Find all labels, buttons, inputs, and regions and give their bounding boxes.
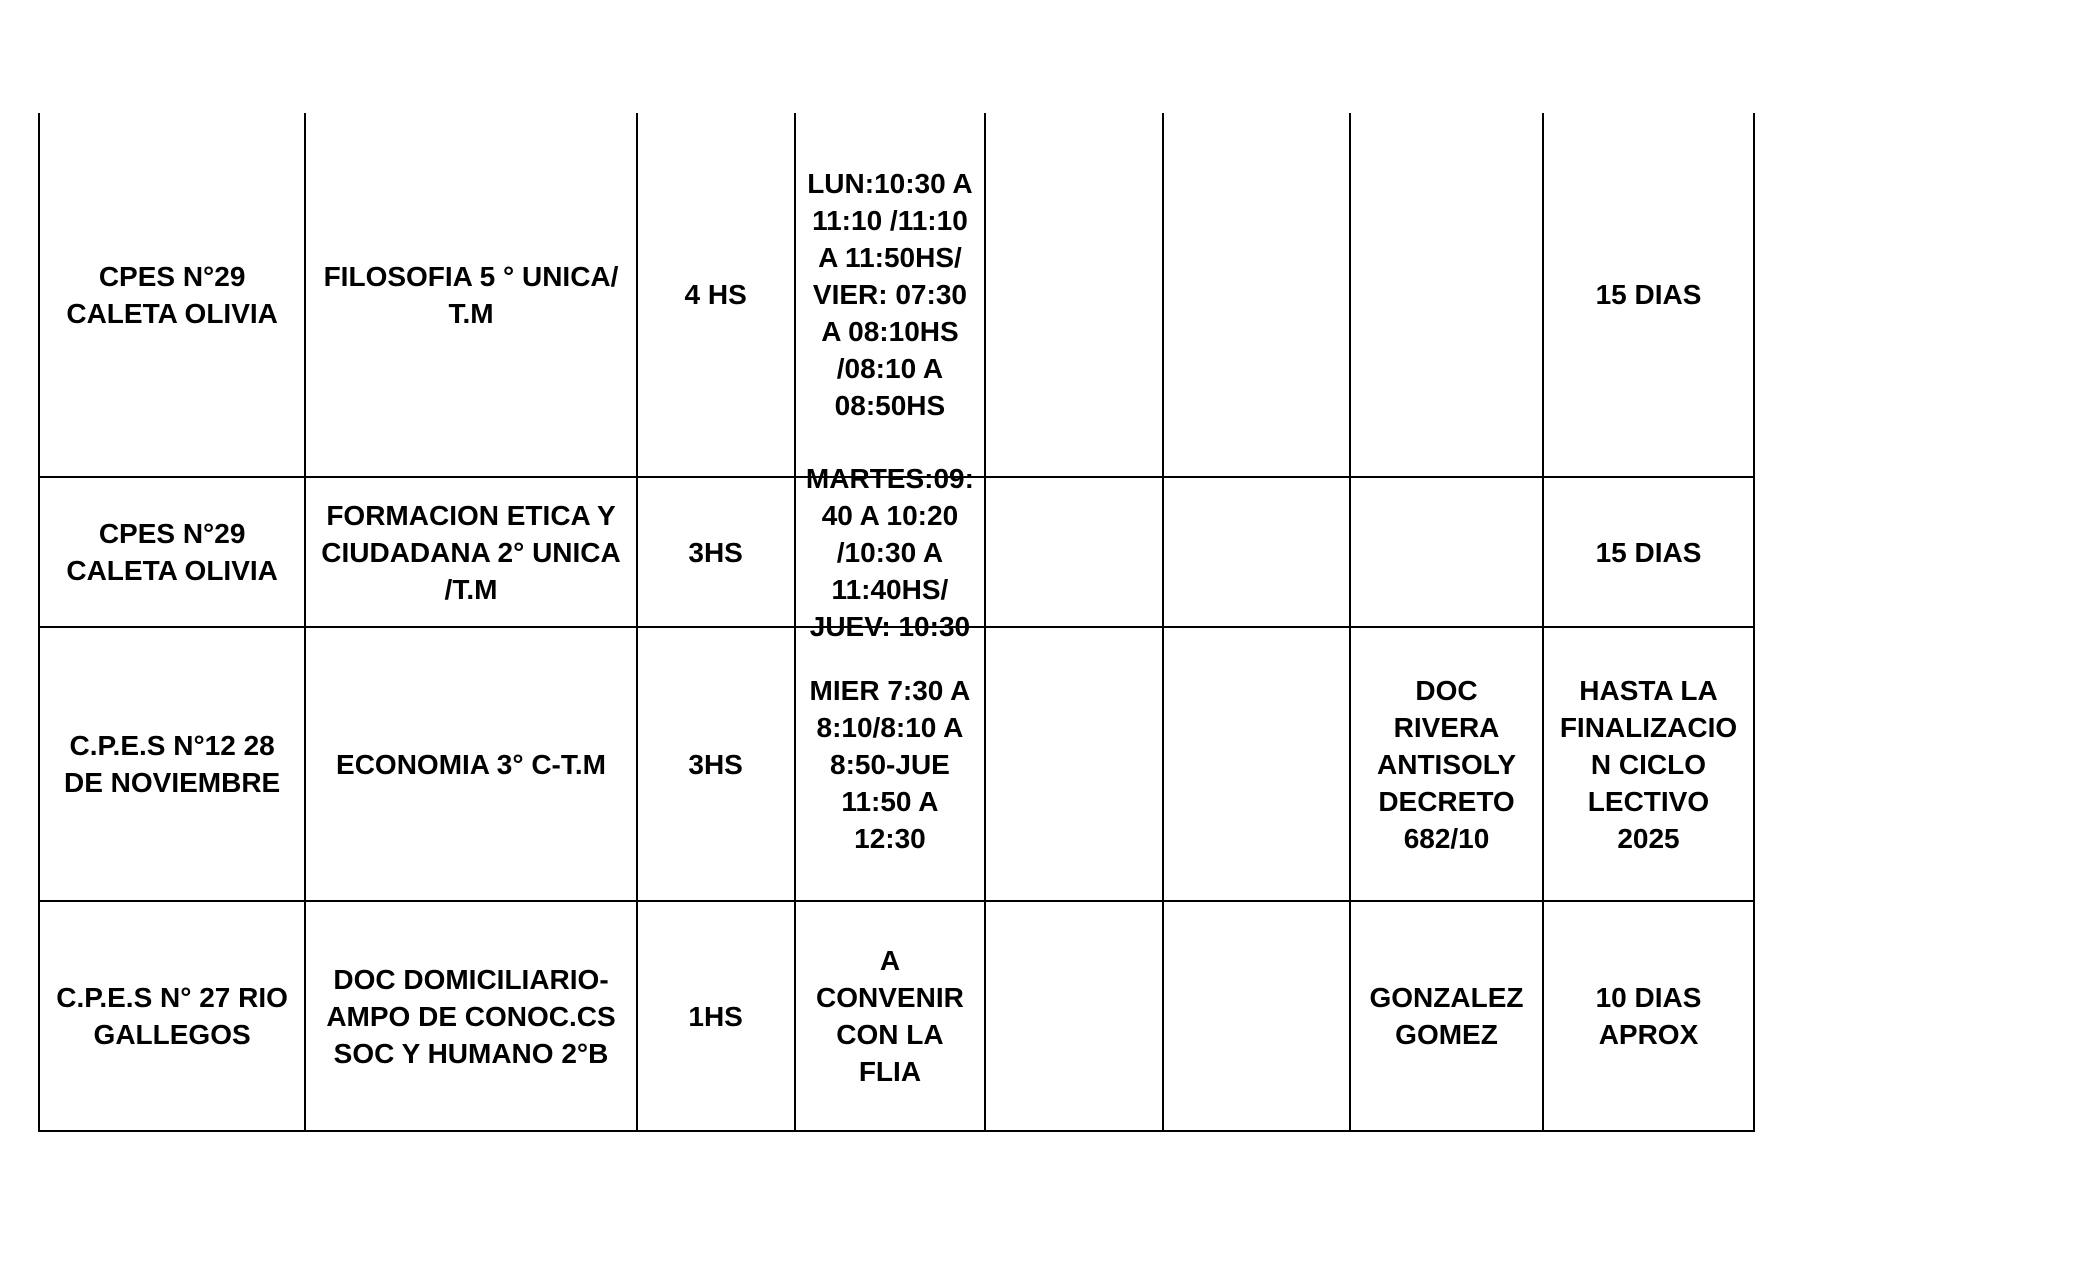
empty-cell[interactable]: [985, 477, 1163, 627]
table-row: [39, 477, 1754, 627]
subject-cell[interactable]: DOC DOMICILIARIO- AMPO DE CONOC.CS SOC Y HUMANO 2°B: [305, 901, 637, 1131]
subject-cell[interactable]: FORMACION ETICA Y CIUDADANA 2° UNICA /T.M: [305, 477, 637, 627]
teacher-cell[interactable]: [1350, 477, 1543, 627]
schedule-cell[interactable]: MIER 7:30 A 8:10/8:10 A 8:50-JUE 11:50 A 12:30: [795, 627, 986, 901]
subject-cell[interactable]: ECONOMIA 3° C-T.M: [305, 627, 637, 901]
hours-cell[interactable]: 1HS: [637, 901, 795, 1131]
schedule-cell[interactable]: LUN:10:30 A 11:10 /11:10 A 11:50HS/ VIER: 07:30 A 08:10HS /08:10 A 08:50HS: [795, 113, 986, 477]
table-row: [39, 113, 1754, 477]
empty-cell[interactable]: [985, 113, 1163, 477]
school-cell[interactable]: CPES N°29 CALETA OLIVIA: [39, 113, 305, 477]
duration-cell[interactable]: HASTA LA FINALIZACIO N CICLO LECTIVO 2025: [1543, 627, 1754, 901]
empty-cell[interactable]: [1163, 627, 1350, 901]
empty-cell[interactable]: [985, 627, 1163, 901]
schedule-cell[interactable]: [795, 462, 986, 642]
teacher-cell[interactable]: DOC RIVERA ANTISOLY DECRETO 682/10: [1350, 627, 1543, 901]
teacher-cell[interactable]: [1350, 113, 1543, 477]
hours-cell[interactable]: 3HS: [637, 477, 795, 627]
spreadsheet-table: [38, 113, 1755, 1132]
hours-cell[interactable]: 4 HS: [637, 113, 795, 477]
empty-cell[interactable]: [985, 901, 1163, 1131]
hours-cell[interactable]: 3HS: [637, 627, 795, 901]
table-row: [39, 627, 1754, 901]
school-cell[interactable]: CPES N°29 CALETA OLIVIA: [39, 477, 305, 627]
empty-cell[interactable]: [1163, 901, 1350, 1131]
table-row: [39, 901, 1754, 1131]
duration-cell[interactable]: 15 DIAS: [1543, 113, 1754, 477]
duration-cell[interactable]: 10 DIAS APROX: [1543, 901, 1754, 1131]
school-cell[interactable]: C.P.E.S N° 27 RIO GALLEGOS: [39, 901, 305, 1131]
subject-cell[interactable]: FILOSOFIA 5 ° UNICA/ T.M: [305, 113, 637, 477]
duration-cell[interactable]: 15 DIAS: [1543, 477, 1754, 627]
schedule-cell[interactable]: A CONVENIR CON LA FLIA: [795, 901, 986, 1131]
schedule-text: MARTES:09: 40 A 10:20 /10:30 A 11:40HS/ JUEV: 10:30: [805, 462, 974, 642]
schedule-clip: [804, 462, 977, 642]
empty-cell[interactable]: [1163, 477, 1350, 627]
empty-cell[interactable]: [1163, 113, 1350, 477]
teacher-cell[interactable]: GONZALEZ GOMEZ: [1350, 901, 1543, 1131]
school-cell[interactable]: C.P.E.S N°12 28 DE NOVIEMBRE: [39, 627, 305, 901]
